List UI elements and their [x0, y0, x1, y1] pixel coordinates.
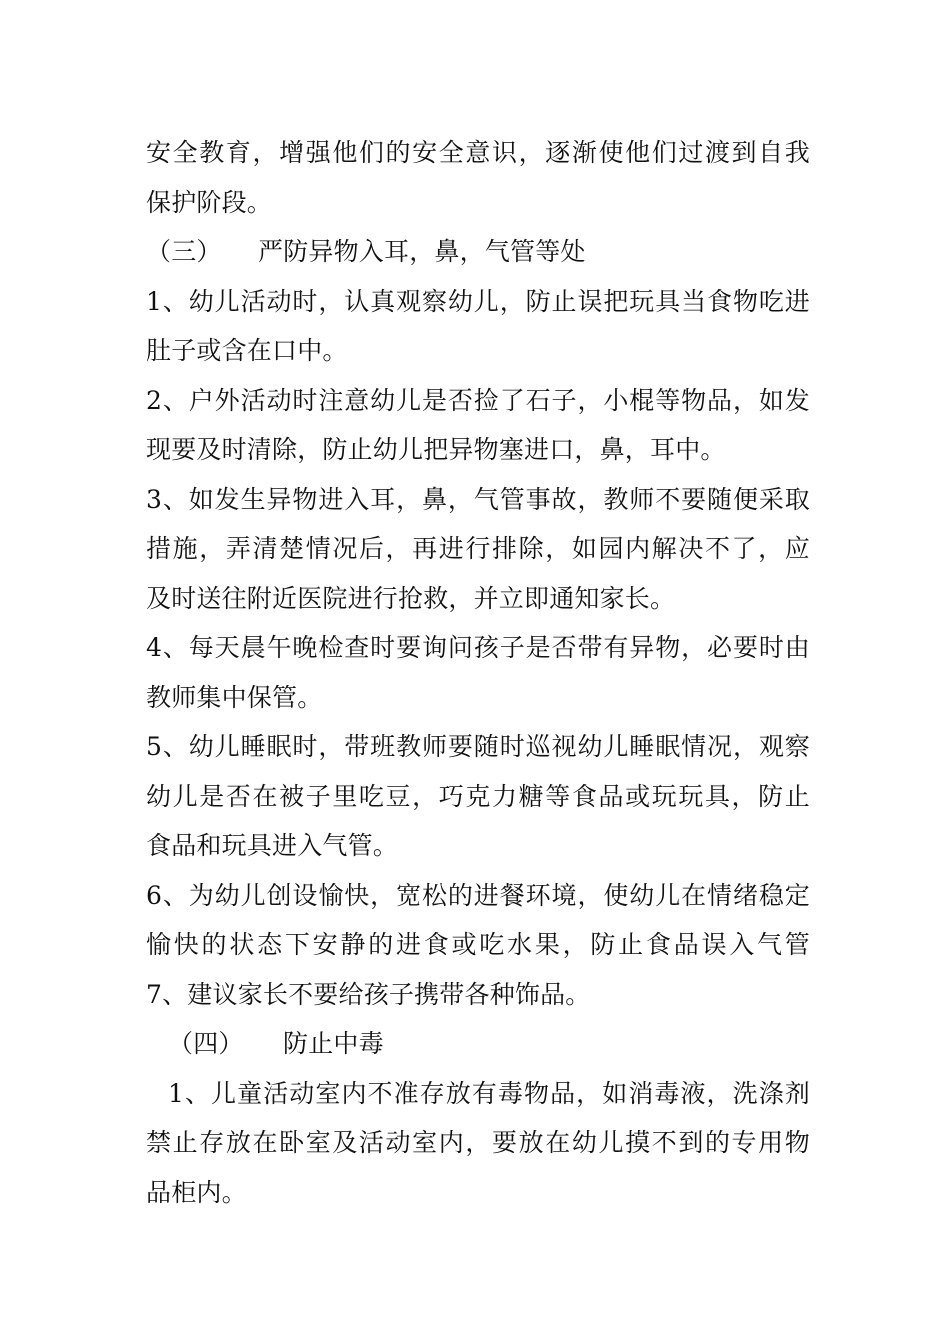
list-item-line: 4、每天晨午晚检查时要询问孩子是否带有异物，必要时由	[146, 633, 810, 662]
list-item-line: 措施，弄清楚情况后，再进行排除，如园内解决不了，应	[146, 534, 810, 563]
list-item-line: 品柜内。	[146, 1177, 247, 1207]
list-item-line: 幼儿是否在被子里吃豆，巧克力糖等食品或玩玩具，防止	[146, 781, 810, 811]
list-item-line: 6、为幼儿创设愉快，宽松的进餐环境，使幼儿在情绪稳定	[146, 880, 810, 910]
list-item-line: 愉快的状态下安静的进食或吃水果，防止食品误入气管	[146, 930, 810, 959]
section-title: 防止中毒	[283, 1029, 384, 1058]
section-heading-3	[146, 227, 810, 277]
section-number: （三）	[146, 237, 222, 266]
paragraph-line: 安全教育，增强他们的安全意识，逐渐使他们过渡到自我	[146, 138, 810, 167]
list-item-line: 及时送往附近医院进行抢救，并立即通知家长。	[146, 583, 676, 613]
list-item-line: 5、幼儿睡眠时，带班教师要随时巡视幼儿睡眠情况，观察	[146, 732, 810, 761]
list-item-line: 2、户外活动时注意幼儿是否捡了石子，小棍等物品，如发	[146, 385, 810, 415]
list-item-line: 食品和玩具进入气管。	[146, 831, 399, 860]
list-item-line: 1、幼儿活动时，认真观察幼儿，防止误把玩具当食物吃进	[146, 286, 810, 316]
list-item-line: 肚子或含在口中。	[146, 336, 348, 365]
list-item-line: 3、如发生异物进入耳，鼻，气管事故，教师不要随便采取	[146, 484, 810, 514]
list-item-line: 现要及时清除，防止幼儿把异物塞进口，鼻，耳中。	[146, 435, 726, 464]
list-item-line: 1、儿童活动室内不准存放有毒物品，如消毒液，洗涤剂	[168, 1078, 810, 1108]
document-body	[146, 128, 810, 1217]
section-heading-4	[146, 1019, 810, 1069]
list-item-line: 禁止存放在卧室及活动室内，要放在幼儿摸不到的专用物	[146, 1128, 810, 1157]
section-number: （四）	[168, 1029, 244, 1058]
section-title: 严防异物入耳，鼻，气管等处	[258, 237, 586, 266]
list-item-line: 7、建议家长不要给孩子携带各种饰品。	[146, 979, 591, 1009]
list-item-line: 教师集中保管。	[146, 682, 323, 712]
paragraph-line: 保护阶段。	[146, 187, 273, 217]
